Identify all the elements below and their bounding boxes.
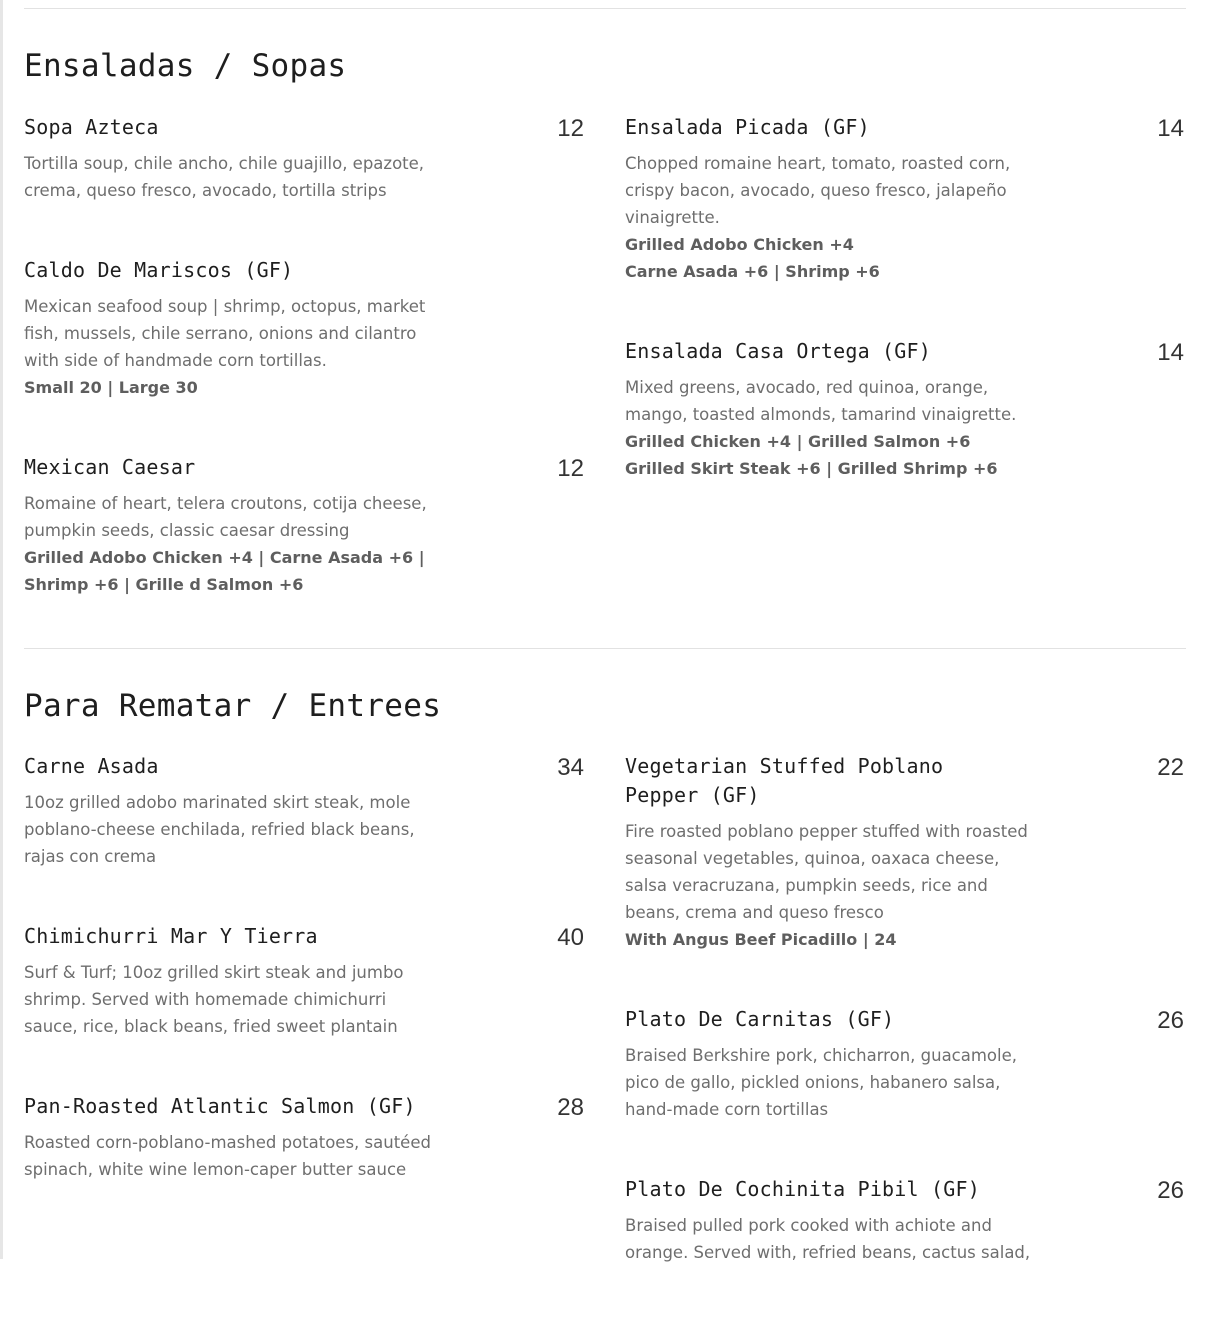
menu-item-name: Plato De Carnitas (GF) bbox=[625, 1007, 895, 1031]
menu-item-price: 28 bbox=[557, 1094, 584, 1121]
menu-item-name: Plato De Cochinita Pibil (GF) bbox=[625, 1177, 980, 1201]
entrees-left-column bbox=[24, 752, 586, 1235]
menu-item-description: Surf & Turf; 10oz grilled skirt steak and jumbo shrimp. Served with homemade chimichurri sauce, rice, black beans, fried sweet plantain bbox=[24, 963, 404, 1036]
menu-item-header bbox=[24, 113, 586, 142]
menu-item-name: Ensalada Picada (GF) bbox=[625, 115, 870, 139]
menu-item bbox=[24, 113, 586, 204]
menu-item-name: Carne Asada bbox=[24, 754, 159, 778]
menu-item-addon: Grilled Skirt Steak +6 | Grilled Shrimp +6 bbox=[625, 459, 998, 478]
menu-item-description: Chopped romaine heart, tomato, roasted corn, crispy bacon, avocado, queso fresco, jalapeño vinaigrette. bbox=[625, 154, 1011, 227]
section-divider bbox=[24, 8, 1186, 9]
menu-item-price: 34 bbox=[557, 754, 584, 781]
menu-item-price: 22 bbox=[1157, 754, 1184, 781]
menu-item bbox=[625, 752, 1186, 953]
menu-item bbox=[625, 1175, 1186, 1266]
menu-item bbox=[24, 453, 586, 598]
left-edge-border bbox=[0, 0, 3, 1259]
menu-item-description: Mexican seafood soup | shrimp, octopus, market fish, mussels, chile serrano, onions and cilantro with side of handmade corn tortillas. bbox=[24, 297, 426, 370]
menu-item-header bbox=[625, 1005, 1186, 1034]
menu-item bbox=[625, 1005, 1186, 1123]
menu-item-price: 12 bbox=[557, 115, 584, 142]
menu-item-name: Ensalada Casa Ortega (GF) bbox=[625, 339, 932, 363]
menu-item-price: 12 bbox=[557, 455, 584, 482]
menu-item-price: 26 bbox=[1157, 1177, 1184, 1204]
menu-item-header bbox=[24, 752, 586, 781]
menu-item-addon: Small 20 | Large 30 bbox=[24, 378, 198, 397]
menu-item-description: Romaine of heart, telera croutons, cotija cheese, pumpkin seeds, classic caesar dressing bbox=[24, 494, 427, 540]
menu-item-name: Chimichurri Mar Y Tierra bbox=[24, 924, 318, 948]
menu-item-addon: Carne Asada +6 | Shrimp +6 bbox=[625, 262, 880, 281]
menu-item-name: Mexican Caesar bbox=[24, 455, 196, 479]
menu-item-header bbox=[24, 453, 586, 482]
menu-item-header bbox=[625, 113, 1186, 142]
menu-item bbox=[24, 752, 586, 870]
ensaladas-left-column bbox=[24, 113, 586, 650]
menu-item-header bbox=[625, 337, 1186, 366]
entrees-right-column bbox=[625, 752, 1186, 1318]
menu-item-name: Caldo De Mariscos (GF) bbox=[24, 258, 294, 282]
menu-item-addon: Grilled Chicken +4 | Grilled Salmon +6 bbox=[625, 432, 971, 451]
menu-item-name: Pan-Roasted Atlantic Salmon (GF) bbox=[24, 1094, 416, 1118]
menu-item-header bbox=[24, 1092, 586, 1121]
menu-item-description: Tortilla soup, chile ancho, chile guajillo, epazote, crema, queso fresco, avocado, tortilla strips bbox=[24, 154, 425, 200]
menu-item-description: Mixed greens, avocado, red quinoa, orange, mango, toasted almonds, tamarind vinaigrette. bbox=[625, 378, 1017, 424]
section-divider bbox=[24, 648, 1186, 649]
menu-item bbox=[625, 113, 1186, 285]
section-title-entrees: Para Rematar / Entrees bbox=[24, 688, 442, 724]
section-title-ensaladas: Ensaladas / Sopas bbox=[24, 48, 347, 84]
menu-item bbox=[24, 256, 586, 401]
menu-item-price: 14 bbox=[1157, 339, 1184, 366]
ensaladas-right-column bbox=[625, 113, 1186, 534]
menu-item-price: 14 bbox=[1157, 115, 1184, 142]
menu-item-description: 10oz grilled adobo marinated skirt steak, mole poblano-cheese enchilada, refried black beans, rajas con crema bbox=[24, 793, 415, 866]
menu-item bbox=[24, 1092, 586, 1183]
menu-item-description: Roasted corn-poblano-mashed potatoes, sautéed spinach, white wine lemon-caper butter sauce bbox=[24, 1133, 431, 1179]
menu-item-name: Vegetarian Stuffed Poblano Pepper (GF) bbox=[625, 754, 944, 807]
menu-item bbox=[625, 337, 1186, 482]
menu-item-header bbox=[24, 256, 586, 285]
menu-item bbox=[24, 922, 586, 1040]
menu-item-addon: With Angus Beef Picadillo | 24 bbox=[625, 930, 897, 949]
menu-item-description: Braised Berkshire pork, chicharron, guacamole, pico de gallo, pickled onions, habanero salsa, hand-made corn tortillas bbox=[625, 1046, 1018, 1119]
menu-item-addon: Grilled Adobo Chicken +4 | Carne Asada +6 | Shrimp +6 | Grille d Salmon +6 bbox=[24, 548, 425, 594]
menu-item-description: Braised pulled pork cooked with achiote and orange. Served with, refried beans, cactus salad, bbox=[625, 1216, 1031, 1262]
menu-item-price: 40 bbox=[557, 924, 584, 951]
menu-item-name: Sopa Azteca bbox=[24, 115, 159, 139]
menu-item-addon: Grilled Adobo Chicken +4 bbox=[625, 235, 854, 254]
menu-item-header bbox=[625, 1175, 1186, 1204]
menu-item-header bbox=[625, 752, 1186, 810]
menu-item-price: 26 bbox=[1157, 1007, 1184, 1034]
menu-item-header bbox=[24, 922, 586, 951]
menu-item-description: Fire roasted poblano pepper stuffed with roasted seasonal vegetables, quinoa, oaxaca cheese, salsa veracruzana, pumpkin seeds, rice and beans, crema and queso fresco bbox=[625, 822, 1028, 922]
